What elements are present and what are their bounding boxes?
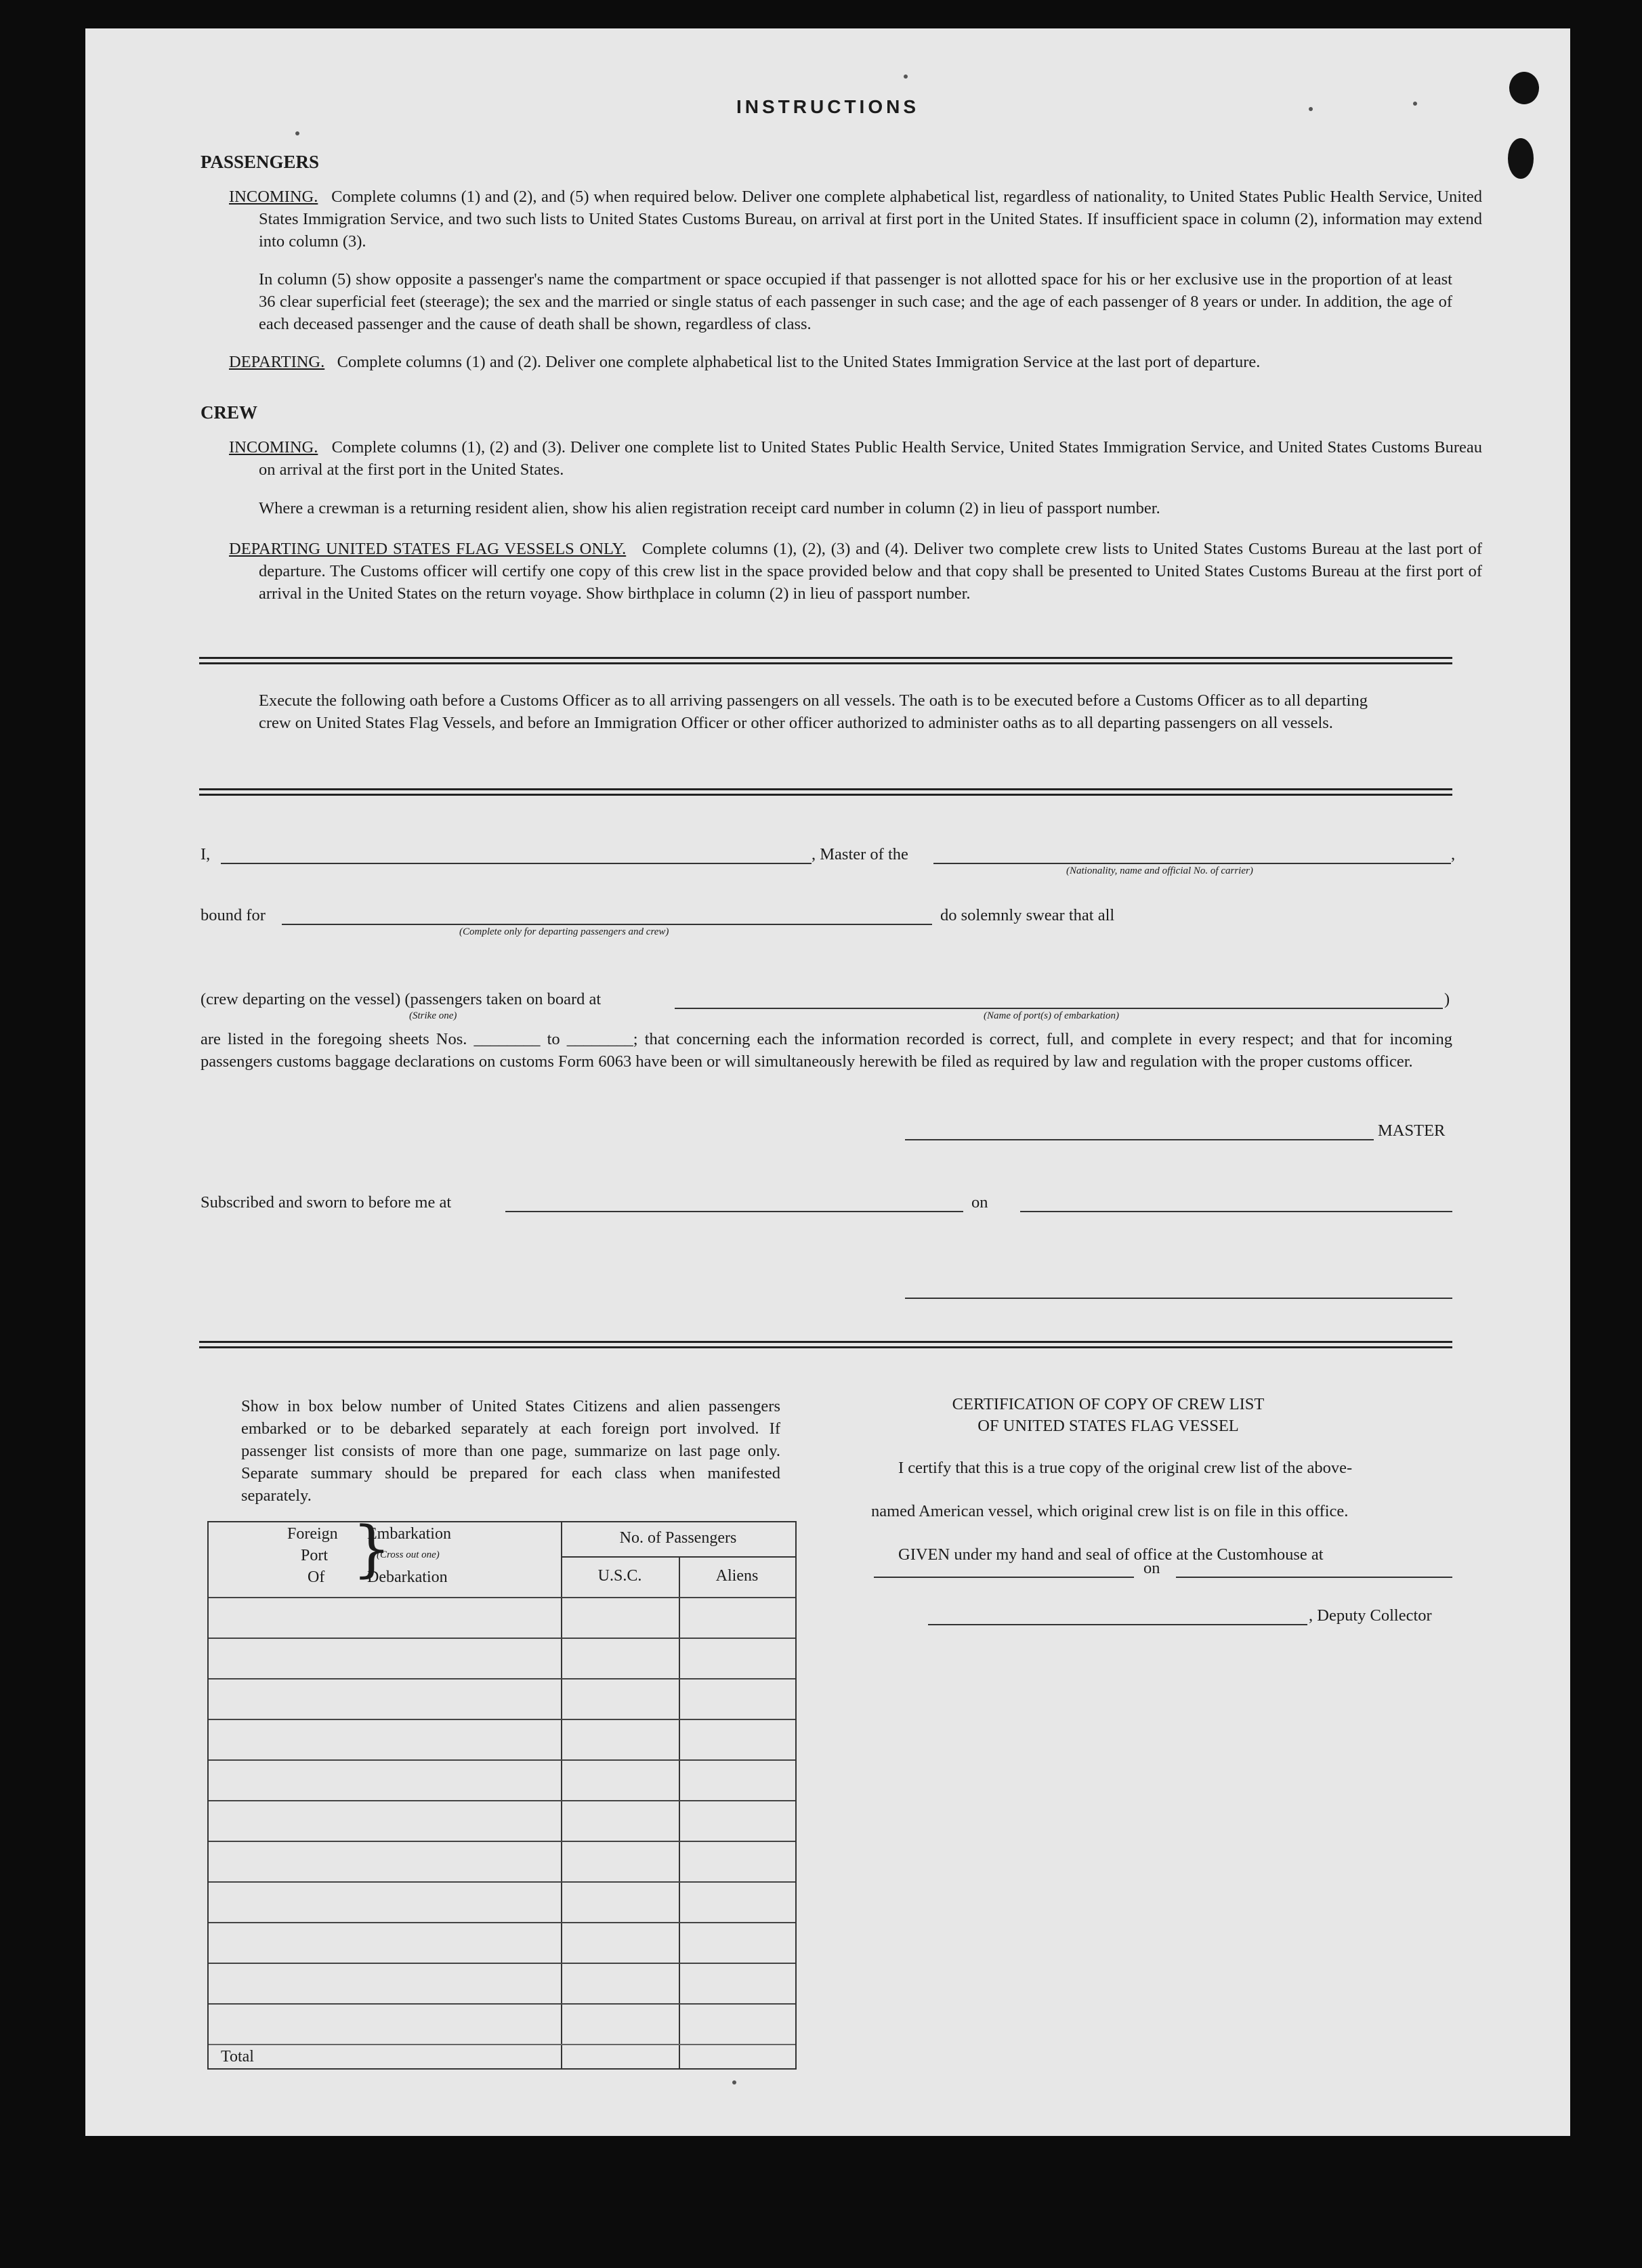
double-rule (199, 788, 1452, 790)
master-of-label: , Master of the (812, 845, 908, 863)
strike-one-note: (Strike one) (409, 1010, 457, 1021)
carrier-note: (Nationality, name and official No. of carrier) (1066, 865, 1253, 876)
bound-for-field[interactable] (282, 924, 932, 925)
cert-on-label: on (1143, 1559, 1160, 1577)
cert-certify-line2: named American vessel, which original crew list is on file in this office. (871, 1502, 1349, 1520)
crew-incoming-paragraph (229, 436, 1482, 481)
bound-note: (Complete only for departing passengers and crew) (459, 926, 669, 937)
master-label: MASTER (1378, 1121, 1446, 1140)
crew-incoming-text: Complete columns (1), (2) and (3). Deliver one complete list to United States Public Health Service, United States Immigration Service, and United States Customs Bureau on arrival at the first port in the United States. (259, 438, 1482, 479)
passenger-summary-table: Foreign Port Of } Embarkation (Cross out one) Debarkation No. of Passengers U.S.C. Aliens Total (207, 1521, 797, 2070)
close-paren: ) (1444, 990, 1450, 1008)
crew-heading: CREW (201, 402, 258, 423)
passengers-departing-lead: DEPARTING. (229, 353, 325, 371)
crew-departing-lead: DEPARTING UNITED STATES FLAG VESSELS ONLY. (229, 540, 627, 558)
cert-date-field[interactable] (1176, 1577, 1452, 1578)
ports-note: (Name of port(s) of embarkation) (984, 1010, 1119, 1021)
double-rule (199, 657, 1452, 659)
deputy-signature-field[interactable] (928, 1624, 1307, 1625)
punch-hole-mark (1508, 138, 1534, 179)
sworn-on-label: on (971, 1193, 988, 1212)
page-title: INSTRUCTIONS (736, 96, 919, 117)
col-no-passengers: No. of Passengers (619, 1529, 737, 1547)
customhouse-field[interactable] (874, 1577, 1134, 1578)
passengers-column5-paragraph: In column (5) show opposite a passenger's name the compartment or space occupied if that passenger is not allotted space for his or her exclusive use in the proportion of at least 36 clear superficial feet (steerage); the sex and the married or single status of each passenger in such case; and the age of each passenger of 8 years or under. In addition, the age of each deceased passenger and the cause of death shall be shown, regardless of class. (259, 270, 1452, 333)
sworn-date-field[interactable] (1020, 1211, 1452, 1212)
cert-certify-line1: I certify that this is a true copy of the original crew list of the above- (898, 1459, 1353, 1477)
embarkation-ports-field[interactable] (675, 1008, 1443, 1009)
col-aliens: Aliens (715, 1567, 759, 1585)
listed-paragraph: are listed in the foregoing sheets Nos. ________ to ________; that concerning each the information recorded is correct, full, and complete in every respect; and that for incoming passengers customs baggage declarations on customs Form 6063 have been or will simultaneously herewith be filed as required by law and regulation with the proper customs officer. (201, 1030, 1452, 1071)
deputy-label: , Deputy Collector (1309, 1606, 1432, 1625)
crew-resident-paragraph: Where a crewman is a returning resident alien, show his alien registration receipt card number in column (2) in lieu of passport number. (259, 499, 1160, 517)
passengers-departing-paragraph (229, 351, 1452, 373)
bound-for-label: bound for (201, 906, 266, 924)
crew-incoming-lead: INCOMING. (229, 438, 318, 456)
crew-departing-text: Complete columns (1), (2), (3) and (4). Deliver two complete crew lists to United States Customs Bureau at the last port of departure. The Customs officer will certify one copy of this crew list in the space provided below and that copy shall be presented to United States Customs Bureau at the first port of arrival in the United States on the return voyage. Show birthplace in column (2) in lieu of passport number. (259, 540, 1482, 603)
summary-instruction: Show in box below number of United States Citizens and alien passengers embarked or to be debarked separately at each foreign port involved. If passenger list consists of more than one page, summarize on last page only. Separate summary should be prepared for each class when manifested separately. (241, 1397, 780, 1505)
col-port: Port (301, 1547, 329, 1564)
passengers-heading: PASSENGERS (201, 152, 320, 172)
passengers-incoming-paragraph (229, 186, 1482, 253)
swear-label: do solemnly swear that all (940, 906, 1115, 924)
oath-i-label: I, (201, 845, 211, 863)
col-usc: U.S.C. (597, 1567, 642, 1585)
col-embarkation: Embarkation (367, 1525, 451, 1543)
form-sheet: INSTRUCTIONS PASSENGERS INCOMING. Complete columns (1) and (2), and (5) when required below. Deliver one complete alphabetical list, regardless of nationality, to United States Public Health Service, United States Immigration Service, and two such lists to United States Customs Bureau, on arrival at first port in the United States. If insufficient space in column (2), information may extend into column (3). In column (5) show opposite a passenger's name the compartment or space occupied if that passenger is not allotted space for his or her exclusive use in the proportion of at least 36 clear superficial feet (steerage); the sex and the married or single status of each passenger in such case; and the age of each passenger of 8 years or under. In addition, the age of each deceased passenger and the cause of death shall be shown, regardless of class. DEPARTING. Complete columns (1) and (2). Deliver one complete alphabetical list to the United States Immigration Service at the last port of departure. CREW INCOMING. Complete columns (1), (2) and (3). Deliver one complete list to United States Public Health Service, United States Immigration Service, and United States Customs Bureau on arrival at the first port in the United States. Where a crewman is a returning resident alien, show his alien registration receipt card number in column (2) in lieu of passport number. DEPARTING UNITED STATES FLAG VESSELS ONLY. Complete columns (1), (2), (3) and (4). Deliver two complete crew lists to United States Customs Bureau at the last port of departure. The Customs officer will certify one copy of this crew list in the space provided below and that copy shall be presented to United States Customs Bureau at the first port of arrival in the United States on the return voyage. Show birthplace in column (2) in lieu of passport number. Execute the following oath before a Customs Officer as to all arriving passengers on all vessels. The oath is to be executed before a Customs Officer as to all departing crew on United States Flag Vessels, and before an Immigration Officer or other officer authorized to administer oaths as to all departing passengers on all vessels. I, , Master of the , (Nationality, name and official No. of carrier) bound for do solemnly swear that all (Complete only for departing passengers and crew) (crew departing on the vessel) (passengers taken on board at ) (Strike one) (Name of port(s) of embarkation) are listed in the foregoing sheets Nos. ________ to ________; that concerning each the information recorded is correct, full, and complete in every respect; and that for incoming passengers customs baggage declarations on customs Form 6063 have been or will simultaneously herewith be filed as required by law and regulation with the proper customs officer. MASTER Subscribed and sworn to before me at on Show in box below number of United States Citizens and alien passengers embarked or to be debarked separately at each foreign port involved. If passenger list consists of more than one page, summarize on last page only. Separate summary should be prepared for each class when manifested separately. Foreign Port Of } Embarkation (Cross out one) Debarkation No. of Passengers U.S.C. Aliens Total CERTIFICATION OF COPY OF CREW LIST OF UNITED STATES FLAG VESSEL I certify that this is a true copy of the original crew list of the above- named American vessel, which original crew list is on file in this office. GIVEN under my hand and seal of office at the Customhouse at on , Deputy Collector (85, 28, 1570, 2136)
crew-departing-paragraph (229, 538, 1482, 605)
cert-title-line2: OF UNITED STATES FLAG VESSEL (977, 1417, 1239, 1435)
cert-title-line1: CERTIFICATION OF COPY OF CREW LIST (952, 1395, 1265, 1413)
passengers-incoming-lead: INCOMING. (229, 188, 318, 206)
cert-given: GIVEN under my hand and seal of office at the Customhouse at (898, 1545, 1324, 1564)
officer-signature-field[interactable] (905, 1298, 1452, 1299)
total-label: Total (221, 2048, 254, 2066)
col-cross-note: (Cross out one) (377, 1549, 440, 1560)
col-of: Of (308, 1568, 325, 1586)
sworn-place-field[interactable] (505, 1211, 963, 1212)
oath-instruction: Execute the following oath before a Customs Officer as to all arriving passengers on all vessels. The oath is to be executed before a Customs Officer as to all departing crew on United States Flag Vessels, and before an Immigration Officer or other officer authorized to administer oaths as to all departing passengers on all vessels. (259, 691, 1368, 732)
punch-hole-mark (1509, 72, 1539, 104)
passengers-departing-text: Complete columns (1) and (2). Deliver one complete alphabetical list to the United States Immigration Service at the last port of departure. (337, 353, 1261, 371)
double-rule (199, 1341, 1452, 1343)
carrier-field[interactable] (933, 863, 1451, 864)
col-foreign: Foreign (287, 1525, 338, 1543)
passengers-incoming-text: Complete columns (1) and (2), and (5) when required below. Deliver one complete alphabetical list, regardless of nationality, to United States Public Health Service, United States Immigration Service, and two such lists to United States Customs Bureau, on arrival at first port in the United States. If insufficient space in column (2), information may extend into column (3). (259, 188, 1482, 251)
col-debarkation: Debarkation (367, 1568, 448, 1586)
master-name-field[interactable] (221, 863, 812, 864)
subscribed-label: Subscribed and sworn to before me at (201, 1193, 452, 1212)
crew-departing-label: (crew departing on the vessel) (passengers taken on board at (201, 990, 602, 1008)
master-signature-field[interactable] (905, 1139, 1374, 1140)
